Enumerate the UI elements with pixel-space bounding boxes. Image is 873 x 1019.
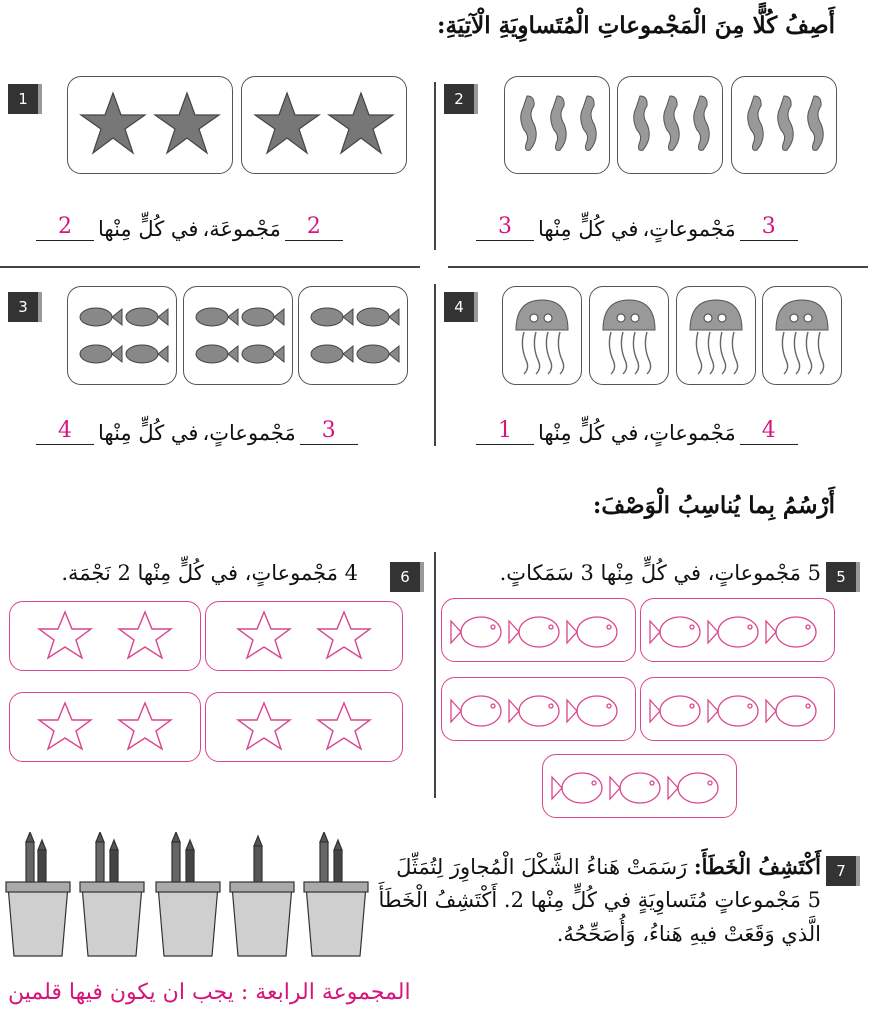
problem-7-line-2: 5 مَجْموعاتٍ مُتَساوِيَةٍ في كُلٍّ مِنْها 2. أَكْتَشِفُ الْخَطَأَ xyxy=(378,888,821,912)
jellyfish-icon xyxy=(686,296,746,376)
section-heading-describe: أَصِفُ كُلًّا مِنَ الْمَجْموعاتِ الْمُتَساوِيَةِ الْآتِيَةِ: xyxy=(436,12,835,39)
fish-group xyxy=(183,286,293,385)
seahorse-group xyxy=(617,76,723,174)
drawn-fish-group xyxy=(441,677,636,741)
star-icon xyxy=(25,699,185,755)
problem-number-5: 5 xyxy=(826,562,856,592)
groups-answer[interactable]: 3 xyxy=(740,214,798,241)
drawn-star-group xyxy=(205,692,403,762)
draw-instruction-6: 4 مَجْموعاتٍ، في كُلٍّ مِنْها 2 نَجْمَة. xyxy=(61,561,358,585)
jellyfish-group xyxy=(589,286,669,385)
each-answer[interactable]: 1 xyxy=(476,418,534,445)
fish-icon xyxy=(190,298,286,374)
answer-line-1 xyxy=(36,214,343,241)
starfish-group xyxy=(241,76,407,174)
problem-number-2: 2 xyxy=(444,84,474,114)
jellyfish-group xyxy=(762,286,842,385)
groups-answer[interactable]: 3 xyxy=(300,418,358,445)
answer-text: في كُلٍّ مِنْها xyxy=(98,217,199,241)
fish-icon xyxy=(305,298,401,374)
answer-text: مَجْموعاتٍ، xyxy=(202,421,296,445)
divider xyxy=(434,552,436,798)
problem-7-title: أَكْتَشِفُ الْخَطَأَ: xyxy=(693,854,821,879)
jellyfish-group xyxy=(502,286,582,385)
problem-number-1: 1 xyxy=(8,84,38,114)
jellyfish-icon xyxy=(512,296,572,376)
problem-number-6: 6 xyxy=(390,562,420,592)
answer-text: مَجْموعاتٍ، xyxy=(642,217,736,241)
handwritten-answer: المجموعة الرابعة : يجب ان يكون فيها قلمين xyxy=(8,980,411,1005)
answer-text: مَجْموعَة، xyxy=(202,217,281,241)
star-icon xyxy=(25,608,185,664)
fish-icon xyxy=(74,298,170,374)
answer-text: في كُلٍّ مِنْها xyxy=(538,421,639,445)
starfish-icon xyxy=(249,85,399,165)
draw-instruction-5: 5 مَجْموعاتٍ، في كُلٍّ مِنْها 3 سَمَكاتٍ. xyxy=(499,561,821,585)
groups-answer[interactable]: 2 xyxy=(285,214,343,241)
problem-number-3: 3 xyxy=(8,292,38,322)
seahorse-group xyxy=(504,76,610,174)
answer-line-2 xyxy=(476,214,798,241)
each-answer[interactable]: 4 xyxy=(36,418,94,445)
divider xyxy=(434,284,436,446)
fish-group xyxy=(298,286,408,385)
problem-7-line-3: الَّذي وَقَعَتْ فيهِ هَناءُ، وَأُصَحِّحُهُ. xyxy=(556,922,821,946)
divider xyxy=(448,266,868,268)
divider xyxy=(434,82,436,250)
pencil-cup-icon xyxy=(4,832,374,964)
seahorse-icon xyxy=(512,90,602,160)
answer-line-4 xyxy=(476,418,798,445)
drawn-fish-group xyxy=(542,754,737,818)
jellyfish-icon xyxy=(599,296,659,376)
problem-7-line-1 xyxy=(396,854,821,879)
drawn-star-group xyxy=(9,692,201,762)
drawn-fish-group xyxy=(640,677,835,741)
answer-text: مَجْموعاتٍ، xyxy=(642,421,736,445)
jellyfish-icon xyxy=(772,296,832,376)
jellyfish-group xyxy=(676,286,756,385)
fish-group xyxy=(67,286,177,385)
seahorse-icon xyxy=(625,90,715,160)
problem-number-7: 7 xyxy=(826,856,856,886)
starfish-icon xyxy=(75,85,225,165)
answer-line-3 xyxy=(36,418,358,445)
section-heading-draw: أَرْسُمُ بِما يُناسِبُ الْوَصْفَ: xyxy=(592,492,835,519)
drawn-star-group xyxy=(9,601,201,671)
star-icon xyxy=(224,699,384,755)
answer-text: في كُلٍّ مِنْها xyxy=(538,217,639,241)
fish-icon xyxy=(449,605,629,655)
each-answer[interactable]: 2 xyxy=(36,214,94,241)
drawn-star-group xyxy=(205,601,403,671)
star-icon xyxy=(224,608,384,664)
problem-number-4: 4 xyxy=(444,292,474,322)
fish-icon xyxy=(449,684,629,734)
answer-text: في كُلٍّ مِنْها xyxy=(98,421,199,445)
fish-icon xyxy=(648,684,828,734)
drawn-fish-group xyxy=(640,598,835,662)
starfish-group xyxy=(67,76,233,174)
seahorse-icon xyxy=(739,90,829,160)
pencil-cups-figure xyxy=(4,832,374,964)
fish-icon xyxy=(648,605,828,655)
problem-7-text: رَسَمَتْ هَناءُ الشَّكْلَ الْمُجاوِرَ لِتُمَثِّلَ xyxy=(396,855,688,879)
each-answer[interactable]: 3 xyxy=(476,214,534,241)
seahorse-group xyxy=(731,76,837,174)
drawn-fish-group xyxy=(441,598,636,662)
divider xyxy=(0,266,420,268)
groups-answer[interactable]: 4 xyxy=(740,418,798,445)
fish-icon xyxy=(550,761,730,811)
